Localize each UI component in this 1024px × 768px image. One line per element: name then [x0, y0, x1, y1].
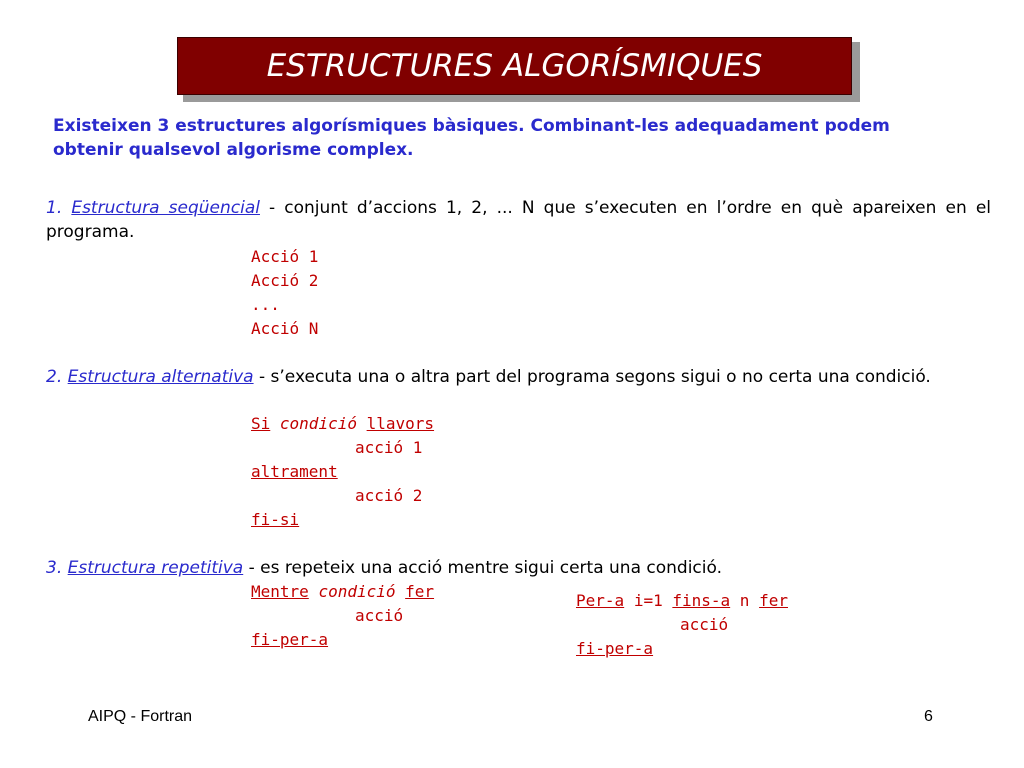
keyword-altrament: altrament — [251, 462, 338, 481]
section-number: 3. — [46, 558, 63, 578]
keyword-llavors: llavors — [366, 414, 435, 433]
code-line — [251, 628, 434, 652]
section-repetitive — [46, 556, 991, 580]
condition: condició — [279, 414, 357, 433]
code-for — [576, 589, 788, 661]
code-line — [251, 604, 434, 628]
code-line — [251, 508, 434, 532]
code-line: Acció 2 — [251, 271, 319, 290]
code-line — [251, 412, 434, 436]
section-description: - s’executa una o altra part del programa segons sigui o no certa una condició. — [253, 367, 931, 387]
keyword-per-a: Per-a — [576, 591, 625, 610]
code-line — [576, 637, 788, 661]
loop-limit: n — [739, 591, 750, 610]
code-line — [251, 436, 434, 460]
section-number: 1. — [46, 198, 63, 218]
action: acció 2 — [355, 486, 423, 505]
code-sequential — [251, 245, 318, 341]
keyword-fins-a: fins-a — [672, 591, 731, 610]
title-box — [177, 37, 852, 95]
code-while — [251, 580, 434, 652]
code-line — [576, 613, 788, 637]
slide-title: ESTRUCTURES ALGORÍSMIQUES — [266, 48, 763, 84]
keyword-si: Si — [251, 414, 271, 433]
section-number: 2. — [46, 367, 63, 387]
code-line — [251, 580, 434, 604]
code-line: Acció 1 — [251, 247, 319, 266]
loop-init: i=1 — [633, 591, 663, 610]
keyword-fer: fer — [759, 591, 788, 610]
section-description: - conjunt d’accions 1, 2, ... N que s’executen en l’ordre en què apareixen en el programa. — [46, 198, 992, 242]
footer-course: AIPQ - Fortran — [88, 708, 193, 725]
section-alternative — [46, 365, 991, 389]
code-line: Acció N — [251, 319, 319, 338]
code-line — [251, 484, 434, 508]
action: acció 1 — [355, 438, 423, 457]
section-heading: Estructura alternativa — [67, 367, 254, 387]
keyword-fi-per-a: fi-per-a — [251, 630, 329, 649]
section-heading: Estructura seqüencial — [71, 198, 260, 218]
keyword-fi-si: fi-si — [251, 510, 300, 529]
section-sequential — [46, 196, 991, 244]
code-line: ... — [251, 295, 280, 314]
action: acció — [355, 606, 404, 625]
page-number: 6 — [924, 708, 933, 725]
condition: condició — [318, 582, 396, 601]
keyword-mentre: Mentre — [251, 582, 309, 601]
code-line — [576, 589, 788, 613]
code-alternative — [251, 412, 434, 532]
section-description: - es repeteix una acció mentre sigui certa una condició. — [243, 558, 722, 578]
intro-text: Existeixen 3 estructures algorísmiques bàsiques. Combinant-les adequadament podem obtenir qualsevol algorisme complex. — [53, 116, 890, 160]
section-heading: Estructura repetitiva — [67, 558, 244, 578]
keyword-fi-per-a: fi-per-a — [576, 639, 654, 658]
action: acció — [680, 615, 729, 634]
keyword-fer: fer — [405, 582, 435, 601]
code-line — [251, 460, 434, 484]
